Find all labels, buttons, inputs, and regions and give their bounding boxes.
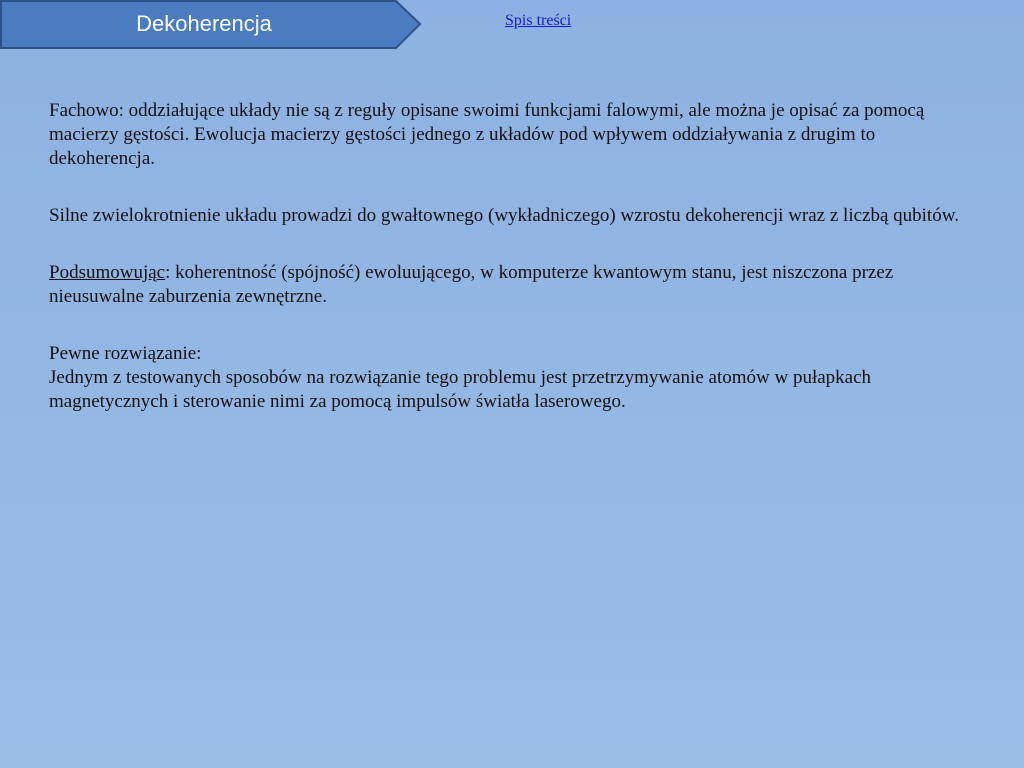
solution-heading: Pewne rozwiązanie: — [49, 343, 202, 364]
paragraph-qubits: Silne zwielokrotnienie układu prowadzi do gwałtownego (wykładniczego) wzrostu dekoherencji wraz z liczbą qubitów. — [49, 205, 959, 226]
title-banner — [0, 0, 424, 52]
summary-label: Podsumowując — [49, 262, 166, 283]
summary-text: : koherentność (spójność) ewoluującego, w komputerze kwantowym stanu, jest niszczona przez nieusuwalne zaburzenia zewnętrzne. — [49, 262, 894, 307]
solution-text: Jednym z testowanych sposobów na rozwiązanie tego problemu jest przetrzymywanie atomów w pułapkach magnetycznych i sterowanie nimi za pomocą impulsów światła laserowego. — [49, 367, 872, 412]
table-of-contents-link[interactable]: Spis treści — [505, 12, 572, 29]
paragraph-solution — [49, 342, 979, 414]
paragraph-definition: Fachowo: oddziałujące układy nie są z reguły opisane swoimi funkcjami falowymi, ale można je opisać za pomocą macierzy gęstości. Ewolucja macierzy gęstości jednego z układów pod wpływem oddziaływania z drugim to dekoherencja. — [49, 100, 925, 169]
slide-content — [49, 99, 979, 447]
paragraph-summary — [49, 261, 979, 309]
slide-title: Dekoherencja — [136, 11, 272, 36]
